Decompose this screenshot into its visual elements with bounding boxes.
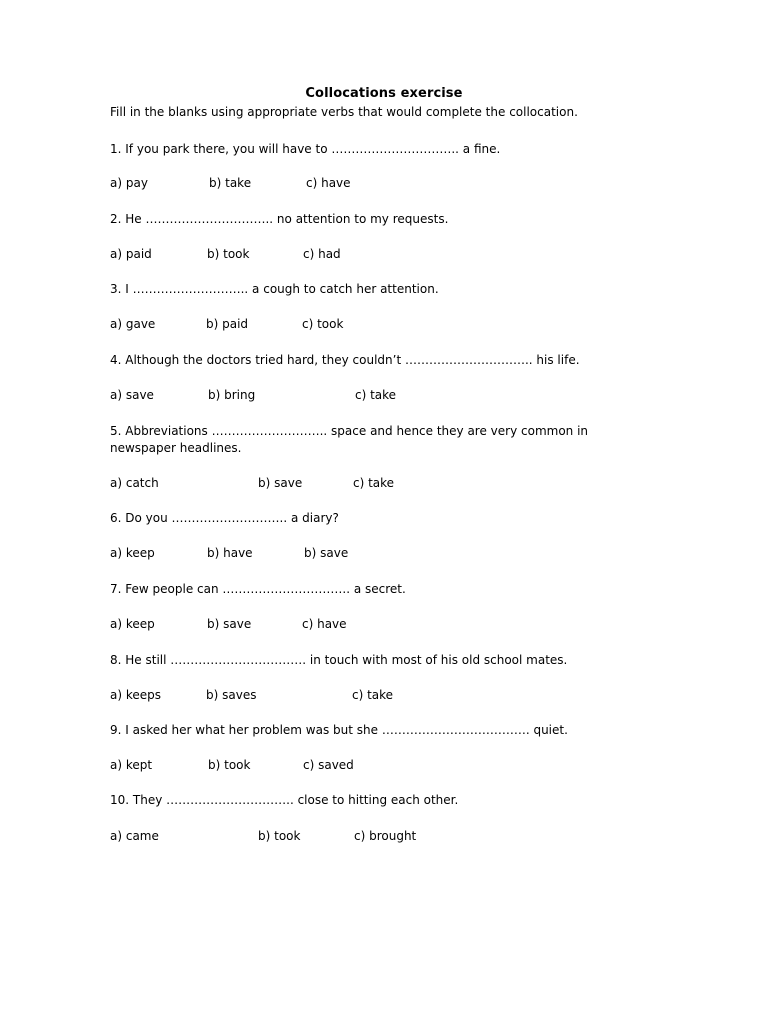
q2-option-b: b) took (207, 247, 250, 261)
question-10: 10. They ………………………….. close to hitting each other. (110, 793, 459, 807)
q8-option-a: a) keeps (110, 688, 162, 702)
page-title: Collocations exercise (305, 86, 463, 101)
q4-option-a: a) save (110, 388, 154, 402)
question-2: 2. He ………………………….. no attention to my requests. (110, 212, 449, 226)
question-7: 7. Few people can ………………………….. a secret. (110, 582, 406, 596)
q9-option-b: b) took (208, 758, 251, 772)
question-4: 4. Although the doctors tried hard, they couldn’t ………………………….. his life. (110, 353, 580, 367)
q7-option-c: c) have (302, 617, 347, 631)
q1-option-b: b) take (209, 176, 252, 190)
q6-option-b: b) have (207, 546, 253, 560)
q10-option-a: a) came (110, 829, 159, 843)
q10-option-b: b) took (258, 829, 301, 843)
q6-option-c: b) save (304, 546, 349, 560)
q9-option-c: c) saved (303, 758, 354, 772)
q4-option-b: b) bring (208, 388, 256, 402)
question-5: 5. Abbreviations ……………………….. space and hence they are very common in newspaper headlines. (110, 424, 589, 455)
q6-option-a: a) keep (110, 546, 155, 560)
instructions: Fill in the blanks using appropriate verbs that would complete the collocation. (110, 105, 578, 119)
question-3: 3. I ……………………….. a cough to catch her attention. (110, 282, 439, 296)
q3-option-c: c) took (302, 317, 344, 331)
q7-option-a: a) keep (110, 617, 155, 631)
q1-option-a: a) pay (110, 176, 148, 190)
question-9: 9. I asked her what her problem was but she ………………………………. quiet. (110, 723, 568, 737)
question-1: 1. If you park there, you will have to ………………………….. a fine. (110, 142, 501, 156)
q2-option-c: c) had (303, 247, 341, 261)
q3-option-b: b) paid (206, 317, 249, 331)
q7-option-b: b) save (207, 617, 252, 631)
q1-option-c: c) have (306, 176, 351, 190)
question-6: 6. Do you ……………………….. a diary? (110, 511, 339, 525)
q10-option-c: c) brought (354, 829, 417, 843)
q8-option-c: c) take (352, 688, 394, 702)
question-8: 8. He still ……………………………. in touch with most of his old school mates. (110, 653, 568, 667)
q2-option-a: a) paid (110, 247, 152, 261)
q9-option-a: a) kept (110, 758, 153, 772)
q5-option-a: a) catch (110, 476, 159, 490)
q8-option-b: b) saves (206, 688, 257, 702)
q5-option-c: c) take (353, 476, 395, 490)
q5-option-b: b) save (258, 476, 303, 490)
q4-option-c: c) take (355, 388, 397, 402)
q3-option-a: a) gave (110, 317, 156, 331)
